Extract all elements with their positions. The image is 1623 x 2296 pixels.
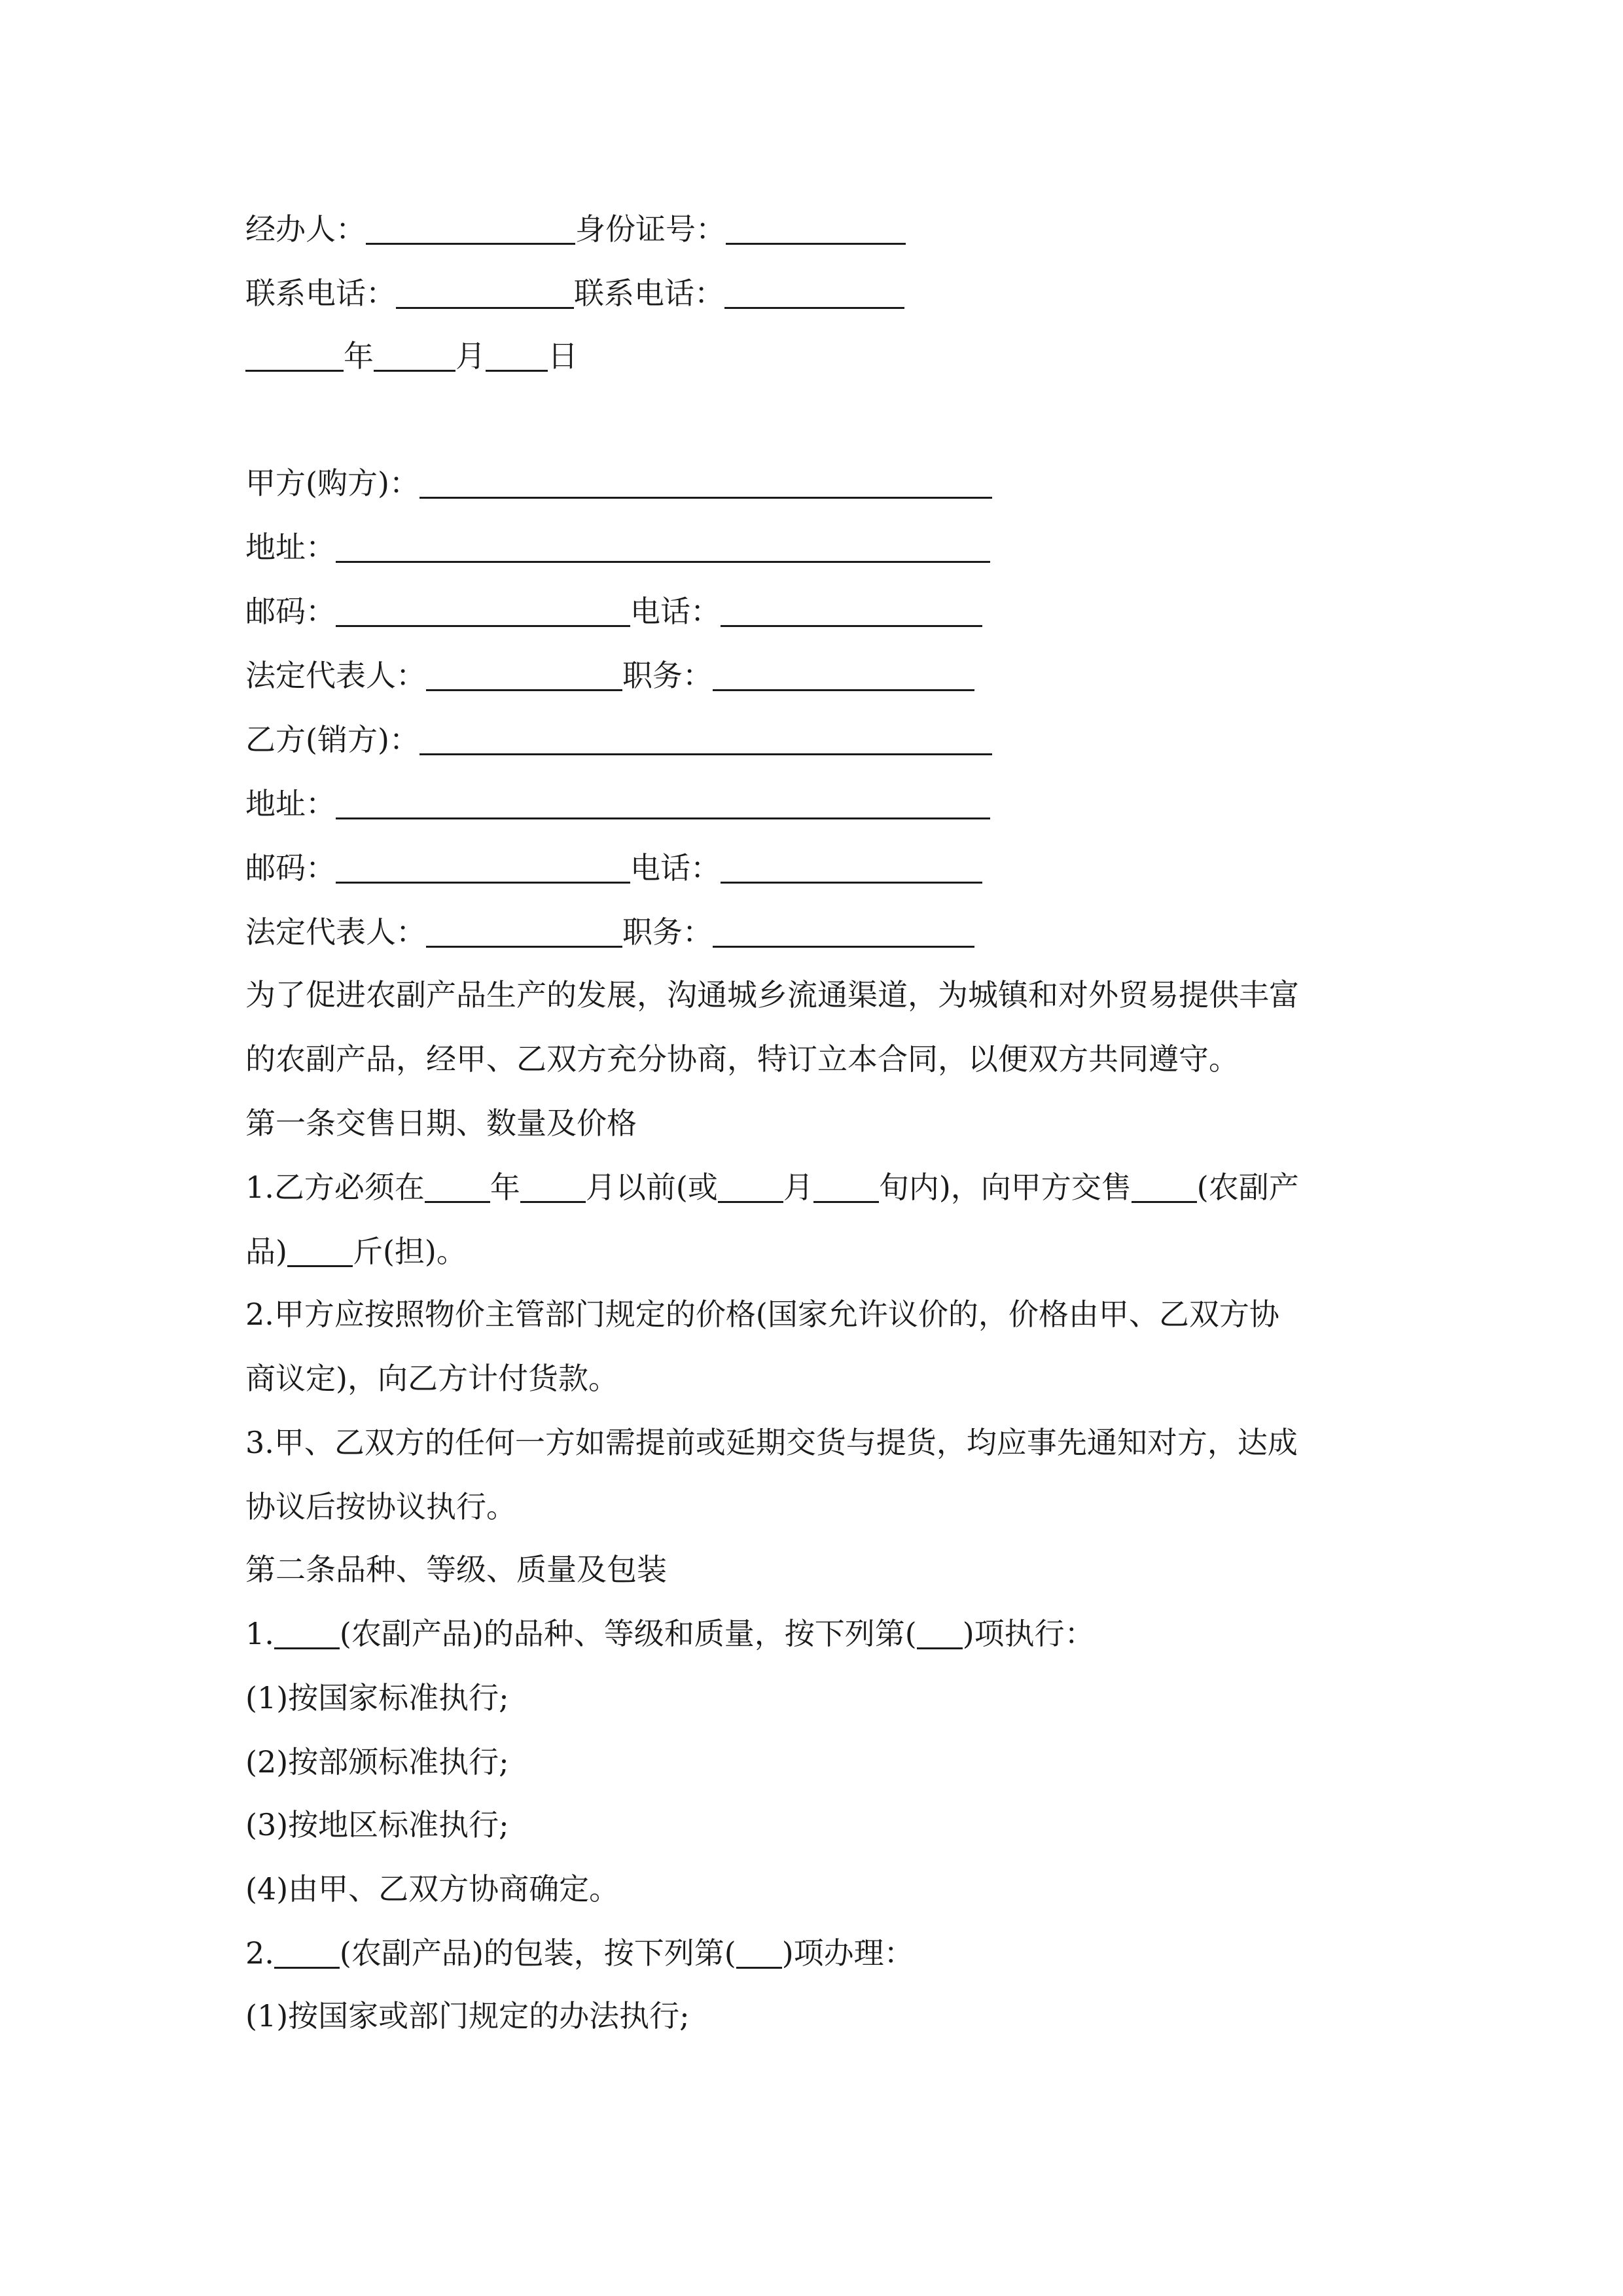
year-blank[interactable] <box>245 340 344 372</box>
item1-period-blank[interactable] <box>813 1171 879 1203</box>
day-blank[interactable] <box>486 340 548 372</box>
agent-line <box>245 209 906 249</box>
party-a-position-label: 职务： <box>622 658 713 693</box>
party-b-address-label: 地址： <box>245 786 336 821</box>
item1-text-h: 斤(担)。 <box>352 1234 467 1269</box>
year-label: 年 <box>344 338 374 374</box>
party-a-address-line <box>245 528 990 567</box>
party-b-blank[interactable] <box>419 723 992 755</box>
party-a-rep-blank[interactable] <box>426 659 622 691</box>
a2-item1-text-a: 1. <box>245 1616 274 1651</box>
item1-text-b: 年 <box>490 1170 520 1205</box>
party-a-rep-label: 法定代表人： <box>245 658 426 693</box>
party-b-position-blank[interactable] <box>713 916 974 948</box>
contact-phone-label-2: 联系电话： <box>574 276 724 311</box>
party-b-postcode-label: 邮码： <box>245 850 336 886</box>
party-a-label: 甲方(购方)： <box>245 465 419 501</box>
article-1-item-1-cont <box>245 1232 467 1271</box>
party-b-phone-blank[interactable] <box>721 852 982 884</box>
party-a-address-label: 地址： <box>245 529 336 565</box>
item1-text-e: 旬内)，向甲方交售 <box>878 1170 1132 1205</box>
party-a-address-blank[interactable] <box>336 531 990 563</box>
party-b-rep-blank[interactable] <box>426 916 622 948</box>
a2-item2-text-b: (农副产品)的包装，按下列第( <box>339 1935 736 1971</box>
party-b-postcode-line <box>245 848 982 888</box>
a2-item1-text-b: (农副产品)的品种、等级和质量，按下列第( <box>339 1616 917 1651</box>
a2-item2-text-a: 2. <box>245 1935 274 1971</box>
item1-text-g: 品) <box>245 1234 287 1269</box>
party-a-rep-line <box>245 656 974 695</box>
contact-phone-line <box>245 274 904 313</box>
party-a-postcode-label: 邮码： <box>245 594 336 629</box>
article-2-item-2 <box>245 1933 914 1973</box>
party-b-position-label: 职务： <box>622 914 713 950</box>
a2-item2-option-blank[interactable] <box>736 1937 782 1969</box>
agent-blank[interactable] <box>366 213 575 245</box>
party-a-position-blank[interactable] <box>713 659 974 691</box>
party-b-line <box>245 720 992 759</box>
party-b-rep-label: 法定代表人： <box>245 914 426 950</box>
a2-item1-option-blank[interactable] <box>917 1617 963 1649</box>
article-1-heading: 第一条交售日期、数量及价格 <box>245 1105 637 1141</box>
contact-phone-label-1: 联系电话： <box>245 276 396 311</box>
party-b-phone-label: 电话： <box>630 850 721 886</box>
article-2-heading: 第二条品种、等级、质量及包装 <box>245 1552 667 1587</box>
article-1-item-2-line-1: 2.甲方应按照物价主管部门规定的价格(国家允许议价的，价格由甲、乙双方协 <box>245 1297 1279 1332</box>
party-a-phone-label: 电话： <box>630 594 721 629</box>
item1-product-blank[interactable] <box>1132 1171 1197 1203</box>
article-2-option-1: (1)按国家标准执行; <box>245 1680 509 1715</box>
item1-text-f: (农副产 <box>1196 1170 1299 1205</box>
month-blank[interactable] <box>374 340 455 372</box>
item1-year-blank[interactable] <box>425 1171 490 1203</box>
party-b-rep-line <box>245 912 974 952</box>
contact-phone-blank-2[interactable] <box>724 277 904 309</box>
id-number-label: 身份证号： <box>575 211 726 247</box>
a2-item1-product-blank[interactable] <box>274 1617 340 1649</box>
party-b-label: 乙方(销方)： <box>245 722 419 757</box>
party-a-postcode-blank[interactable] <box>336 595 630 627</box>
a2-item2-product-blank[interactable] <box>274 1937 340 1969</box>
party-a-line <box>245 463 992 503</box>
a2-item1-text-c: )项执行： <box>962 1616 1095 1651</box>
article-2-option-4: (4)由甲、乙双方协商确定。 <box>245 1871 620 1907</box>
item1-text-a: 1.乙方必须在 <box>245 1170 425 1205</box>
article-2-item-1 <box>245 1614 1095 1653</box>
party-b-address-blank[interactable] <box>336 787 990 819</box>
item1-text-d: 月 <box>783 1170 813 1205</box>
preamble-line-1: 为了促进农副产品生产的发展，沟通城乡流通渠道，为城镇和对外贸易提供丰富 <box>245 977 1299 1013</box>
article-1-item-1 <box>245 1168 1299 1207</box>
a2-item2-text-c: )项办理： <box>781 1935 914 1971</box>
item1-month-blank[interactable] <box>520 1171 586 1203</box>
item1-month2-blank[interactable] <box>718 1171 783 1203</box>
item1-text-c: 月以前(或 <box>585 1170 718 1205</box>
month-label: 月 <box>455 338 486 374</box>
day-label: 日 <box>548 338 578 374</box>
item1-quantity-blank[interactable] <box>287 1235 353 1267</box>
agent-label: 经办人： <box>245 211 366 247</box>
party-a-postcode-line <box>245 592 982 631</box>
preamble-line-2: 的农副产品，经甲、乙双方充分协商，特订立本合同，以便双方共同遵守。 <box>245 1041 1239 1077</box>
article-1-item-2-line-2: 商议定)，向乙方计付货款。 <box>245 1361 618 1396</box>
party-b-address-line <box>245 784 990 823</box>
party-a-phone-blank[interactable] <box>721 595 982 627</box>
id-number-blank[interactable] <box>726 213 906 245</box>
article-1-item-3-line-2: 协议后按协议执行。 <box>245 1489 516 1524</box>
contact-phone-blank-1[interactable] <box>396 277 574 309</box>
article-2-pack-option-1: (1)按国家或部门规定的办法执行; <box>245 1998 690 2034</box>
date-line <box>245 336 578 376</box>
party-a-blank[interactable] <box>419 467 992 499</box>
article-2-option-3: (3)按地区标准执行; <box>245 1807 509 1842</box>
article-2-option-2: (2)按部颁标准执行; <box>245 1744 509 1780</box>
party-b-postcode-blank[interactable] <box>336 852 630 884</box>
article-1-item-3-line-1: 3.甲、乙双方的任何一方如需提前或延期交货与提货，均应事先通知对方，达成 <box>245 1425 1298 1460</box>
